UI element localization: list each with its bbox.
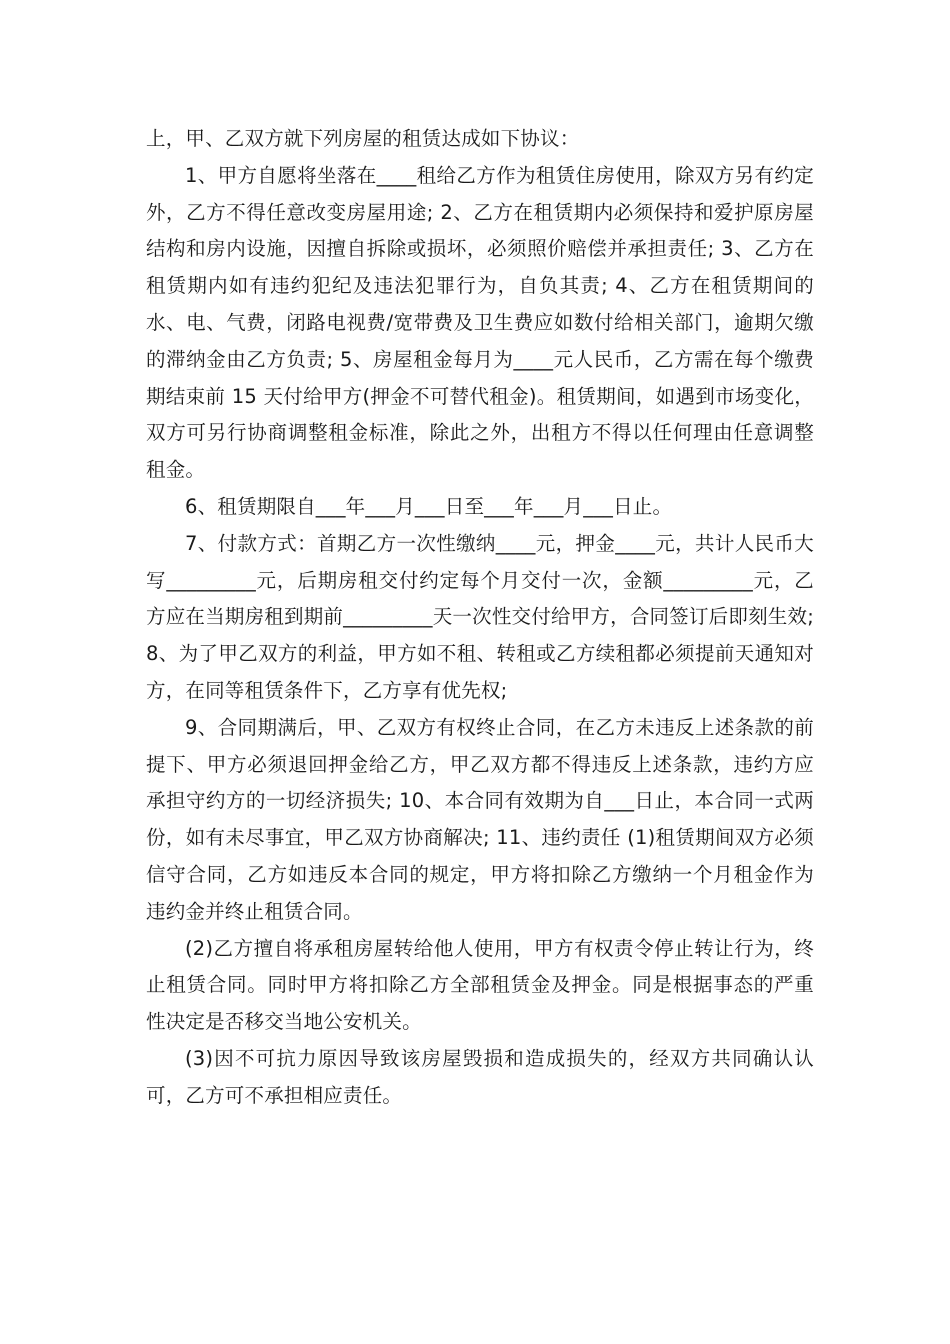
paragraph-clauses-9-11: 9、合同期满后，甲、乙双方有权终止合同，在乙方未违反上述条款的前提下、甲方必须退回押金给乙方，甲乙双方都不得违反上述条款，违约方应承担守约方的一切经济损失; 10、本合同有效期为自___日止，本合同一式两份，如有未尽事宜，甲乙双方协商解决; 11、违约责任 (1)租赁期间双方必须信守合同，乙方如违反本合同的规定，甲方将扣除乙方缴纳一个月租金作为违约金并终止租赁合同。 xyxy=(146,715,814,923)
paragraph-clauses-1-5: 1、甲方自愿将坐落在____租给乙方作为租赁住房使用，除双方另有约定外，乙方不得任意改变房屋用途; 2、乙方在租赁期内必须保持和爱护原房屋结构和房内设施，因擅自拆除或损坏，必须照价赔偿并承担责任; 3、乙方在租赁期内如有违约犯纪及违法犯罪行为，自负其责; 4、乙方在租赁期间的水、电、气费，闭路电视费/宽带费及卫生费应如数付给相关部门，逾期欠缴的滞纳金由乙方负责; 5、房屋租金每月为____元人民币，乙方需在每个缴费期结束前 15 天付给甲方(押金不可替代租金)。租赁期间，如遇到市场变化，双方可另行协商调整租金标准，除此之外，出租方不得以任何理由任意调整租金。 xyxy=(146,163,814,482)
paragraph-liability-3: (3)因不可抗力原因导致该房屋毁损和造成损失的，经双方共同确认认可，乙方可不承担相应责任。 xyxy=(146,1046,814,1107)
document-body xyxy=(146,121,814,1115)
paragraph-clauses-7-8-payment: 7、付款方式：首期乙方一次性缴纳____元，押金____元，共计人民币大写_________元，后期房租交付约定每个月交付一次，金额_________元，乙方应在当期房租到期前_________天一次性交付给甲方，合同签订后即刻生效; 8、为了甲乙双方的利益，甲方如不租、转租或乙方续租都必须提前天通知对方，在同等租赁条件下，乙方享有优先权; xyxy=(146,531,814,702)
paragraph-clause-6-lease-term: 6、租赁期限自___年___月___日至___年___月___日止。 xyxy=(185,494,673,518)
paragraph-liability-2: (2)乙方擅自将承租房屋转给他人使用，甲方有权责令停止转让行为，终止租赁合同。同时甲方将扣除乙方全部租赁金及押金。同是根据事态的严重性决定是否移交当地公安机关。 xyxy=(146,936,814,1034)
paragraph-intro: 上，甲、乙双方就下列房屋的租赁达成如下协议： xyxy=(146,127,580,150)
